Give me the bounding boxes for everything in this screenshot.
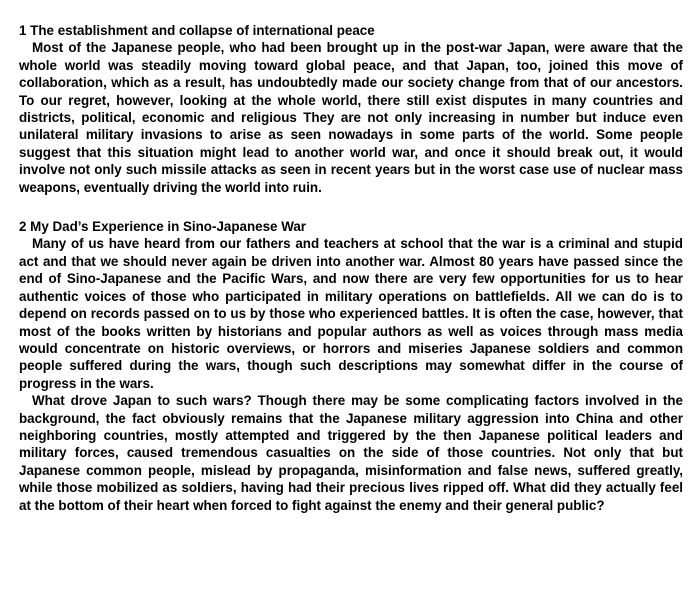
section-heading: 1 The establishment and collapse of international peace [19,23,375,38]
section-international-peace [19,22,683,196]
section-dads-experience [19,218,683,514]
document-page [19,22,683,514]
paragraph: Many of us have heard from our fathers and teachers at school that the war is a criminal and stupid act and that we should never again be driven into another war. Almost 80 years have passed since the end of Sino-Japanese and the Pacific Wars, and now there are very few opportunities for us to hear authentic voices of those who participated in military operations on battlefields. All we can do is to depend on records passed on to us by those who experienced battles. It is often the case, however, that most of the books written by historians and popular authors as well as voices through mass media would concentrate on historic overviews, or horrors and miseries Japanese soldiers and common people suffered during the wars, though such descriptions may somewhat differ in the course of progress in the wars. [19,236,683,391]
section-heading: 2 My Dad’s Experience in Sino-Japanese War [19,219,307,235]
paragraph: Most of the Japanese people, who had been brought up in the post-war Japan, were aware that the whole world was steadily moving toward global peace, and that Japan, too, joined this move of collaboration, which as a result, has undoubtedly made our society change from that of our ancestors. To our regret, however, looking at the whole world, there still exist disputes in many countries and districts, political, economic and religious They are not only increasing in number but induce even unilateral military invasions to arise as seen nowadays in some parts of the world. Some people suggest that this situation might lead to another world war, and once it should break out, it would involve not only such missile attacks as seen in recent years but in the worst case use of nuclear mass weapons, eventually driving the world into ruin. [19,40,683,195]
paragraph: What drove Japan to such wars? Though there may be some complicating factors involved in the background, the fact obviously remains that the Japanese military aggression into China and other neighboring countries, mostly attempted and triggered by the then Japanese political leaders and military forces, caused tremendous casualties on the side of those countries. Not only that but Japanese common people, mislead by propaganda, misinformation and false news, suffered greatly, while those mobilized as soldiers, having had their precious lives ripped off. What did they actually feel at the bottom of their heart when forced to fight against the enemy and their general public? [19,393,683,513]
